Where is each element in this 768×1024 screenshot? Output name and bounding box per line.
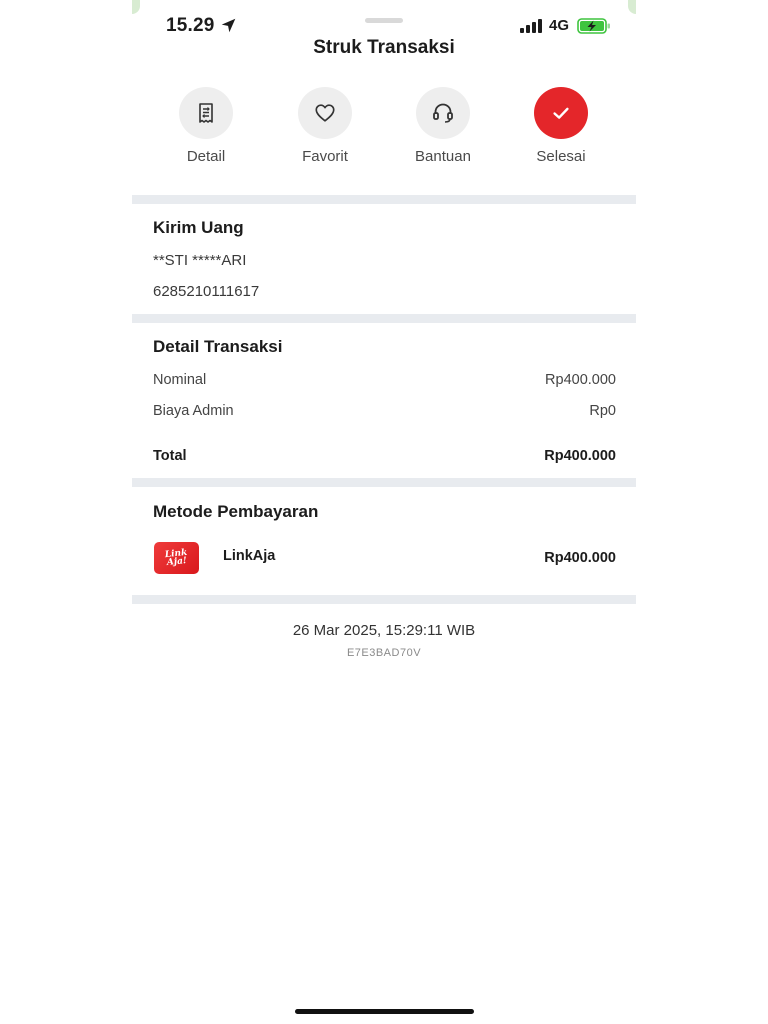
nominal-value: Rp400.000	[545, 372, 616, 388]
bantuan-label: Bantuan	[415, 148, 471, 165]
payment-method-name: LinkAja	[223, 548, 276, 564]
receipt-icon	[195, 102, 217, 124]
favorit-label: Favorit	[302, 148, 348, 165]
payment-section-title: Metode Pembayaran	[153, 502, 319, 521]
transaction-reference: E7E3BAD70V	[346, 647, 422, 659]
favorit-button[interactable]	[280, 87, 370, 165]
selesai-label: Selesai	[536, 148, 586, 165]
section-divider	[132, 195, 636, 204]
detail-icon-circle	[179, 87, 233, 139]
total-label: Total	[153, 448, 187, 464]
section-divider	[132, 314, 636, 323]
section-divider	[132, 595, 636, 604]
favorit-icon-circle	[298, 87, 352, 139]
nominal-label: Nominal	[153, 372, 207, 388]
bantuan-button[interactable]	[398, 87, 488, 165]
home-indicator[interactable]	[295, 1009, 474, 1014]
selesai-icon-circle	[534, 87, 588, 139]
payment-section	[132, 487, 636, 595]
admin-fee-value: Rp0	[589, 403, 616, 419]
detail-button[interactable]	[161, 87, 251, 165]
heart-icon	[314, 102, 336, 124]
transaction-section	[132, 323, 636, 478]
linkaja-logo-text: Link Aja!	[164, 547, 188, 568]
recipient-section	[132, 204, 636, 314]
check-icon	[550, 102, 572, 124]
headset-icon	[431, 101, 455, 125]
location-arrow-icon	[220, 17, 237, 34]
recipient-name: **STI *****ARI	[153, 252, 247, 269]
recipient-number: 6285210111617	[153, 283, 260, 300]
recipient-section-title: Kirim Uang	[153, 218, 244, 237]
network-type: 4G	[549, 17, 570, 34]
signal-icon	[520, 19, 542, 33]
transaction-section-title: Detail Transaksi	[153, 337, 283, 356]
bantuan-icon-circle	[416, 87, 470, 139]
detail-label: Detail	[186, 148, 226, 165]
receipt-screen	[132, 0, 636, 1024]
page-title: Struk Transaksi	[313, 37, 455, 58]
transaction-datetime: 26 Mar 2025, 15:29:11 WIB	[292, 622, 476, 639]
total-value: Rp400.000	[544, 448, 616, 464]
payment-amount: Rp400.000	[544, 550, 616, 566]
status-time: 15.29	[166, 15, 215, 36]
linkaja-logo	[154, 542, 199, 574]
action-bar	[132, 87, 636, 167]
admin-fee-label: Biaya Admin	[153, 403, 234, 419]
selesai-button[interactable]	[516, 87, 606, 165]
sheet-grab-handle[interactable]	[365, 18, 403, 23]
section-divider	[132, 478, 636, 487]
battery-charging-icon	[577, 18, 611, 34]
